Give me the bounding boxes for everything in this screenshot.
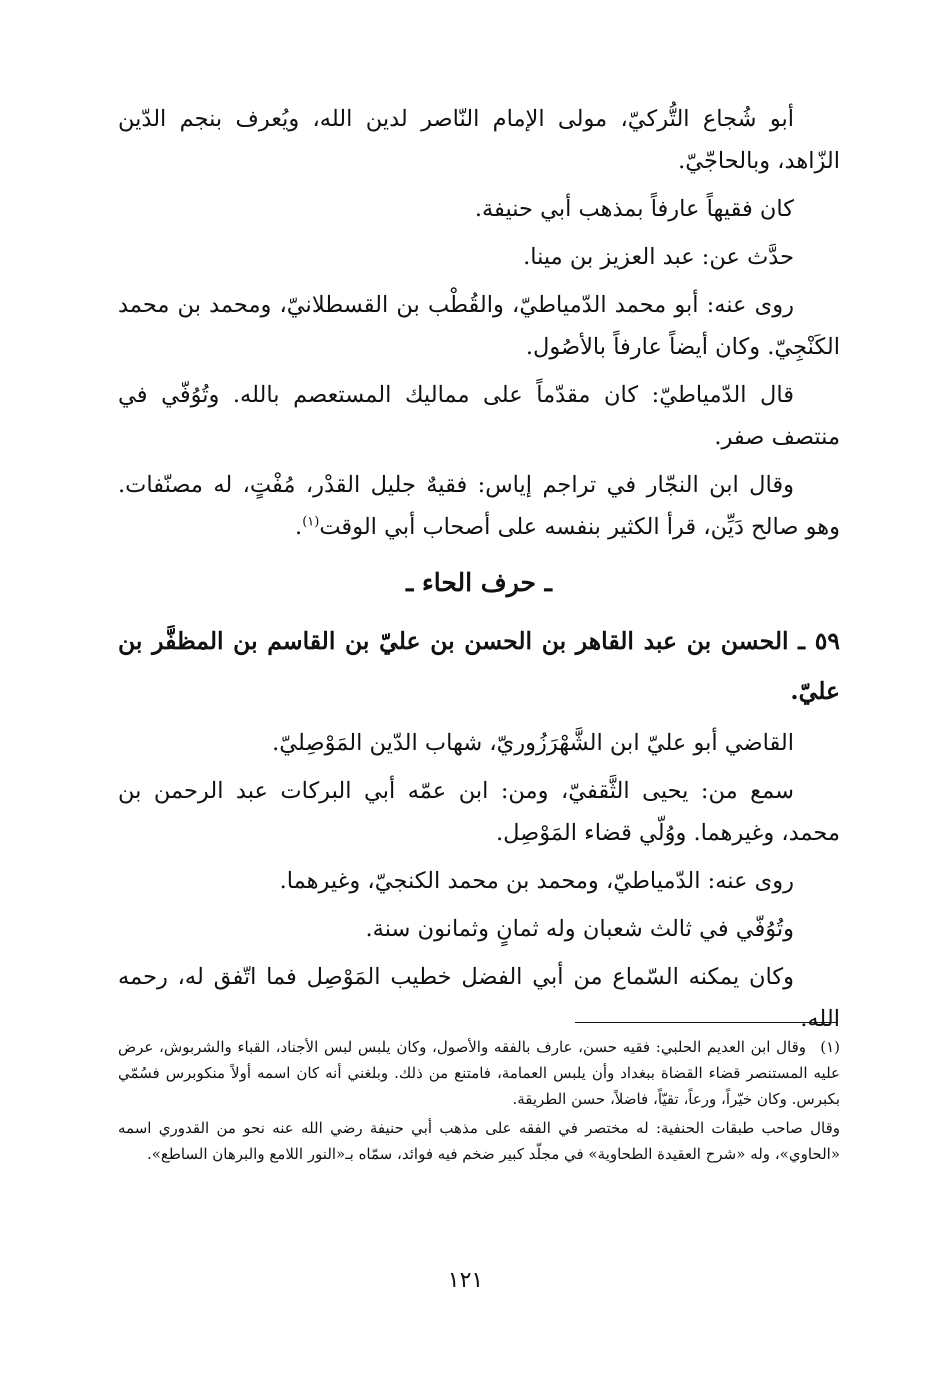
paragraph-dimyati-quote: قال الدّمياطيّ: كان مقدّماً على مماليك المستعصم بالله. وتُوُفّي في منتصف صفر.: [118, 382, 840, 450]
paragraph-biography-intro: أبو شُجاع التُّركيّ، مولى الإمام النّاصر لدين الله، ويُعرف بنجم الدّين الزّاهد، وبالحاجّيّ.: [118, 106, 840, 174]
footnote-reference[interactable]: (١): [302, 514, 320, 530]
paragraph-narrated-from: حدَّث عن: عبد العزيز بن مينا.: [523, 244, 794, 270]
paragraph-closing: وكان يمكنه السّماع من أبي الفضل خطيب المَوْصِل فما اتّفق له، رحمه الله.: [118, 964, 840, 1032]
paragraph-qadi: القاضي أبو عليّ ابن الشَّهْرَزُوريّ، شهاب الدّين المَوْصِليّ.: [272, 730, 794, 756]
paragraph-madhhab: كان فقيهاً عارفاً بمذهب أبي حنيفة.: [474, 196, 794, 222]
paragraph-narrators: روى عنه: أبو محمد الدّمياطيّ، والقُطْب بن القسطلانيّ، ومحمد بن محمد الكَنْجِيّ. وكان أيضاً عارفاً بالأصُول.: [118, 292, 840, 360]
footnotes: [118, 1034, 840, 1170]
footnote-divider: [575, 1022, 838, 1023]
page-number: ١٢١: [447, 1268, 484, 1293]
entry-title: ٥٩ ـ الحسن بن عبد القاهر بن الحسن بن عليّ بن القاسم بن المظفَّر بن عليّ.: [118, 627, 840, 705]
paragraph-heard-from: سمع من: يحيى الثَّقفيّ، ومن: ابن عمّه أبي البركات عبد الرحمن بن محمد، وغيرهما. ووُلّي قضاء المَوْصِل.: [118, 778, 840, 846]
footnote-1-part-1: [118, 1034, 840, 1112]
footnote-1-text-a: وقال ابن العديم الحلبي: فقيه حسن، عارف بالفقه والأصول، وكان يلبس لبس الأجناد، القباء والشربوش، عرض عليه المستنصر قضاء القضاة ببغداد وأن يلبس العمامة، فامتنع من ذلك. وبلغني أنه كان اسمه أولاً منكوبرس فسُمّي بكبرس. وكان خيّراً، ورعاً، تقيّاً، فاضلاً، حسن الطريقة.: [118, 1038, 840, 1108]
paragraph-death: وتُوُفّي في ثالث شعبان وله ثمانٍ وثمانون سنة.: [365, 916, 794, 942]
paragraph-narrated-by: روى عنه: الدّمياطيّ، ومحمد بن محمد الكنجيّ، وغيرهما.: [279, 868, 794, 894]
footnote-number: (١): [820, 1038, 840, 1056]
section-heading: ـ حرف الحاء ـ: [406, 568, 552, 597]
paragraph-ibn-najjar-quote: وقال ابن النجّار في تراجم إياس: فقيهٌ جليل القدْر، مُفْتٍ، له مصنّفات. وهو صالح دَيِّن، قرأ الكثير بنفسه على أصحاب أبي الوقت$^{(١)}$.: [118, 472, 840, 540]
ibn-najjar-text: وقال ابن النجّار في تراجم إياس: فقيهٌ جليل القدْر، مُفْتٍ، له مصنّفات. وهو صالح دَيِّن، قرأ الكثير بنفسه على أصحاب أبي الوقت: [118, 472, 840, 540]
main-text: [118, 98, 840, 1046]
footnote-1-part-2: وقال صاحب طبقات الحنفية: له مختصر في الفقه على مذهب أبي حنيفة رضي الله عنه نحو من القدوري اسمه «الحاوي»، وله «شرح العقيدة الطحاوية» في مجلّد كبير ضخم فيه فوائد، سمّاه بـ«النور اللامع والبرهان الساطع».: [118, 1119, 840, 1163]
